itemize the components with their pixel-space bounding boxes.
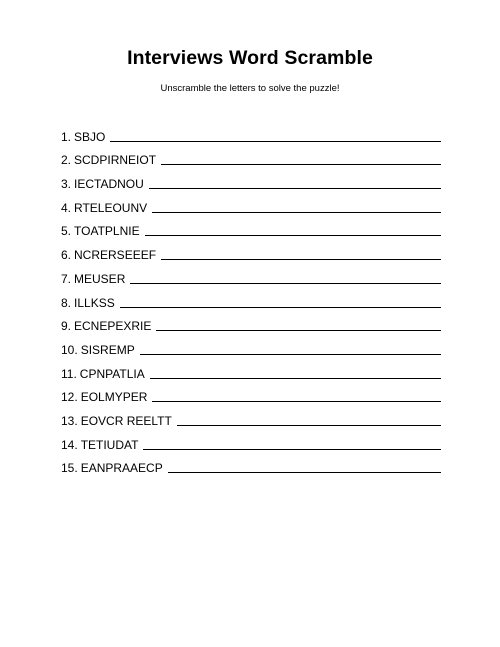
scrambled-word: IECTADNOU [74, 177, 144, 192]
puzzle-number: 8. [61, 295, 72, 310]
puzzle-list [61, 120, 441, 475]
puzzle-number: 5. [61, 224, 72, 239]
puzzle-number: 2. [61, 153, 72, 168]
puzzle-number: 11. [61, 366, 77, 381]
puzzle-number: 14. [61, 437, 78, 452]
scrambled-word: EOLMYPER [80, 390, 148, 405]
puzzle-row [61, 381, 441, 405]
scrambled-word: EANPRAAECP [80, 461, 163, 476]
answer-line[interactable] [177, 424, 441, 426]
scrambled-word: MEUSER [74, 271, 126, 286]
puzzle-row [61, 144, 441, 168]
scrambled-word: ECNEPEXRIE [74, 319, 152, 334]
answer-line[interactable] [152, 211, 441, 213]
puzzle-number: 13. [61, 413, 78, 428]
puzzle-row [61, 286, 441, 310]
puzzle-row [61, 310, 441, 334]
puzzle-number: 10. [61, 342, 78, 357]
scrambled-word: ILLKSS [74, 295, 115, 310]
puzzle-number: 1. [61, 129, 72, 144]
answer-line[interactable] [161, 163, 441, 165]
puzzle-number: 12. [61, 390, 78, 405]
puzzle-row [61, 428, 441, 452]
puzzle-number: 7. [61, 271, 72, 286]
puzzle-row [61, 262, 441, 286]
answer-line[interactable] [149, 187, 441, 189]
puzzle-row [61, 357, 441, 381]
scrambled-word: NCRERSEEEF [74, 248, 157, 263]
puzzle-number: 4. [61, 200, 72, 215]
puzzle-row [61, 191, 441, 215]
puzzle-row [61, 238, 441, 262]
scrambled-word: SBJO [74, 129, 106, 144]
puzzle-row [61, 167, 441, 191]
answer-line[interactable] [140, 353, 441, 355]
instructions: Unscramble the letters to solve the puzzle! [160, 83, 340, 94]
answer-line[interactable] [130, 282, 441, 284]
answer-line[interactable] [161, 258, 441, 260]
scrambled-word: SCDPIRNEIOT [74, 153, 157, 168]
page-title: Interviews Word Scramble [127, 47, 373, 69]
scrambled-word: EOVCR REELTT [80, 413, 172, 428]
puzzle-row [61, 215, 441, 239]
scrambled-word: TOATPLNIE [74, 224, 140, 239]
answer-line[interactable] [145, 234, 441, 236]
scrambled-word: RTELEOUNV [74, 200, 148, 215]
answer-line[interactable] [152, 400, 441, 402]
puzzle-row [61, 333, 441, 357]
puzzle-number: 9. [61, 319, 72, 334]
puzzle-row [61, 452, 441, 476]
answer-line[interactable] [156, 329, 441, 331]
puzzle-number: 15. [61, 461, 78, 476]
puzzle-row [61, 120, 441, 144]
answer-line[interactable] [120, 306, 441, 308]
answer-line[interactable] [168, 471, 441, 473]
answer-line[interactable] [143, 448, 441, 450]
scrambled-word: CPNPATLIA [79, 366, 145, 381]
scrambled-word: TETIUDAT [80, 437, 139, 452]
puzzle-row [61, 404, 441, 428]
answer-line[interactable] [150, 377, 441, 379]
puzzle-number: 6. [61, 248, 72, 263]
scrambled-word: SISREMP [80, 342, 135, 357]
puzzle-number: 3. [61, 177, 72, 192]
answer-line[interactable] [110, 140, 441, 142]
